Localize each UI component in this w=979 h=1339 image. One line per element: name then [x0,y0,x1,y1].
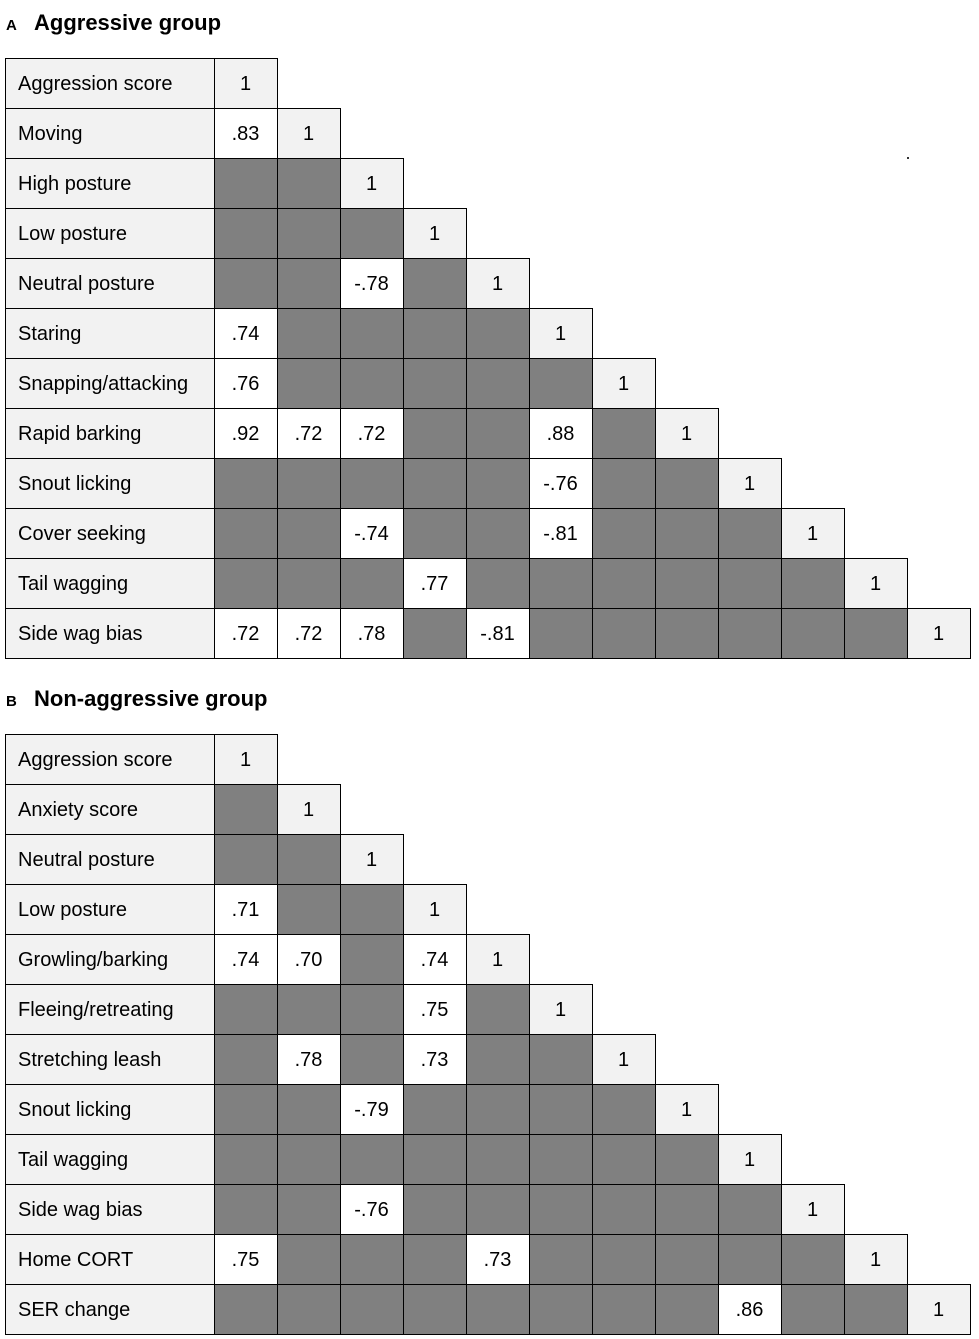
nonsignificant-cell-b-11-7 [656,1285,719,1335]
diagonal-value-a-4: 1 [491,273,504,295]
nonsignificant-cell-b-10-5 [530,1235,593,1285]
nonsignificant-cell-a-3-2 [341,209,404,259]
nonsignificant-cell-a-10-5 [530,559,593,609]
nonsignificant-cell-b-11-3 [404,1285,467,1335]
nonsignificant-cell-a-5-2 [341,309,404,359]
nonsignificant-cell-b-4-2 [341,935,404,985]
nonsignificant-cell-b-11-9 [782,1285,845,1335]
nonsignificant-cell-b-8-6 [593,1135,656,1185]
nonsignificant-cell-a-6-2 [341,359,404,409]
correlation-value-a-11-0: .72 [231,623,260,645]
nonsignificant-cell-a-10-0 [215,559,278,609]
correlation-value-a-11-4: -.81 [480,623,515,645]
nonsignificant-cell-b-7-1 [278,1085,341,1135]
correlation-value-a-11-1: .72 [294,623,323,645]
nonsignificant-cell-b-7-0 [215,1085,278,1135]
row-label-a-7: Rapid barking [18,423,142,445]
diagonal-value-a-9: 1 [806,523,819,545]
nonsignificant-cell-b-5-2 [341,985,404,1035]
row-label-a-3: Low posture [18,223,127,245]
nonsignificant-cell-a-11-10 [845,609,908,659]
nonsignificant-cell-a-3-1 [278,209,341,259]
correlation-value-a-11-2: .78 [357,623,386,645]
nonsignificant-cell-b-5-0 [215,985,278,1035]
nonsignificant-cell-b-6-5 [530,1035,593,1085]
nonsignificant-cell-a-7-6 [593,409,656,459]
nonsignificant-cell-a-7-3 [404,409,467,459]
nonsignificant-cell-b-10-6 [593,1235,656,1285]
correlation-value-a-4-2: -.78 [354,273,389,295]
nonsignificant-cell-b-9-5 [530,1185,593,1235]
row-label-a-4: Neutral posture [18,273,155,295]
nonsignificant-cell-a-10-2 [341,559,404,609]
row-label-a-1: Moving [18,123,83,145]
nonsignificant-cell-b-7-4 [467,1085,530,1135]
panel-b-letter: B [6,693,17,710]
nonsignificant-cell-b-8-7 [656,1135,719,1185]
correlation-value-b-10-0: .75 [231,1249,260,1271]
nonsignificant-cell-b-11-0 [215,1285,278,1335]
correlation-value-a-9-2: -.74 [354,523,389,545]
row-label-a-6: Snapping/attacking [18,373,189,395]
nonsignificant-cell-b-11-5 [530,1285,593,1335]
nonsignificant-cell-a-8-1 [278,459,341,509]
nonsignificant-cell-a-9-6 [593,509,656,559]
nonsignificant-cell-b-8-5 [530,1135,593,1185]
nonsignificant-cell-a-5-4 [467,309,530,359]
nonsignificant-cell-b-9-4 [467,1185,530,1235]
row-label-b-0: Aggression score [18,749,173,771]
diagonal-value-a-7: 1 [680,423,693,445]
nonsignificant-cell-a-8-7 [656,459,719,509]
panel-a-letter: A [6,17,17,34]
nonsignificant-cell-b-8-1 [278,1135,341,1185]
row-label-a-0: Aggression score [18,73,173,95]
nonsignificant-cell-a-4-3 [404,259,467,309]
correlation-value-a-7-0: .92 [231,423,260,445]
nonsignificant-cell-b-6-2 [341,1035,404,1085]
row-label-a-2: High posture [18,173,132,195]
correlation-value-b-11-8: .86 [735,1299,764,1321]
nonsignificant-cell-b-6-4 [467,1035,530,1085]
nonsignificant-cell-b-10-2 [341,1235,404,1285]
nonsignificant-cell-b-7-6 [593,1085,656,1135]
correlation-value-a-6-0: .76 [231,373,260,395]
nonsignificant-cell-b-1-0 [215,785,278,835]
row-label-a-9: Cover seeking [18,523,146,545]
nonsignificant-cell-a-2-1 [278,159,341,209]
diagonal-value-b-8: 1 [743,1149,756,1171]
row-label-b-7: Snout licking [18,1099,132,1121]
nonsignificant-cell-b-2-0 [215,835,278,885]
correlation-value-a-7-2: .72 [357,423,386,445]
nonsignificant-cell-a-9-4 [467,509,530,559]
nonsignificant-cell-b-11-2 [341,1285,404,1335]
nonsignificant-cell-a-6-4 [467,359,530,409]
row-label-b-6: Stretching leash [18,1049,162,1071]
correlation-value-a-7-5: .88 [546,423,575,445]
stray-mark [907,157,909,159]
row-label-b-9: Side wag bias [18,1199,143,1221]
nonsignificant-cell-a-2-0 [215,159,278,209]
nonsignificant-cell-b-6-0 [215,1035,278,1085]
nonsignificant-cell-a-5-1 [278,309,341,359]
row-label-a-11: Side wag bias [18,623,143,645]
nonsignificant-cell-b-9-6 [593,1185,656,1235]
correlation-value-b-6-1: .78 [294,1049,323,1071]
nonsignificant-cell-a-6-1 [278,359,341,409]
row-label-b-11: SER change [18,1299,131,1321]
diagonal-value-b-7: 1 [680,1099,693,1121]
row-label-b-3: Low posture [18,899,127,921]
nonsignificant-cell-a-10-8 [719,559,782,609]
nonsignificant-cell-b-11-4 [467,1285,530,1335]
nonsignificant-cell-b-9-7 [656,1185,719,1235]
nonsignificant-cell-a-8-3 [404,459,467,509]
correlation-value-b-3-0: .71 [231,899,260,921]
nonsignificant-cell-b-10-1 [278,1235,341,1285]
diagonal-value-a-11: 1 [932,623,945,645]
diagonal-value-a-5: 1 [554,323,567,345]
nonsignificant-cell-b-8-4 [467,1135,530,1185]
row-label-b-2: Neutral posture [18,849,155,871]
correlation-value-a-7-1: .72 [294,423,323,445]
nonsignificant-cell-b-7-5 [530,1085,593,1135]
correlation-value-b-4-1: .70 [294,949,323,971]
nonsignificant-cell-b-10-7 [656,1235,719,1285]
nonsignificant-cell-a-11-8 [719,609,782,659]
nonsignificant-cell-b-11-1 [278,1285,341,1335]
row-label-b-10: Home CORT [18,1249,134,1271]
diagonal-value-b-5: 1 [554,999,567,1021]
nonsignificant-cell-a-11-3 [404,609,467,659]
diagonal-value-a-8: 1 [743,473,756,495]
diagonal-value-b-3: 1 [428,899,441,921]
nonsignificant-cell-a-10-6 [593,559,656,609]
nonsignificant-cell-a-9-0 [215,509,278,559]
nonsignificant-cell-a-11-7 [656,609,719,659]
correlation-value-b-9-2: -.76 [354,1199,389,1221]
panel-a-title [6,10,221,36]
panel-b-name: Non-aggressive group [34,686,268,711]
nonsignificant-cell-b-9-0 [215,1185,278,1235]
nonsignificant-cell-a-9-8 [719,509,782,559]
nonsignificant-cell-a-8-2 [341,459,404,509]
diagonal-value-b-10: 1 [869,1249,882,1271]
row-label-a-8: Snout licking [18,473,132,495]
nonsignificant-cell-a-8-0 [215,459,278,509]
nonsignificant-cell-b-8-2 [341,1135,404,1185]
diagonal-value-a-3: 1 [428,223,441,245]
diagonal-value-a-6: 1 [617,373,630,395]
nonsignificant-cell-a-9-3 [404,509,467,559]
nonsignificant-cell-b-10-8 [719,1235,782,1285]
nonsignificant-cell-a-10-1 [278,559,341,609]
nonsignificant-cell-b-11-10 [845,1285,908,1335]
diagonal-value-a-0: 1 [239,73,252,95]
correlation-value-b-4-0: .74 [231,949,260,971]
correlation-value-b-5-3: .75 [420,999,449,1021]
nonsignificant-cell-a-5-3 [404,309,467,359]
diagonal-value-a-10: 1 [869,573,882,595]
nonsignificant-cell-b-11-6 [593,1285,656,1335]
nonsignificant-cell-a-10-9 [782,559,845,609]
nonsignificant-cell-a-9-7 [656,509,719,559]
nonsignificant-cell-b-10-3 [404,1235,467,1285]
nonsignificant-cell-b-8-3 [404,1135,467,1185]
nonsignificant-cell-b-10-9 [782,1235,845,1285]
correlation-matrix-non-aggressive [0,734,979,1336]
nonsignificant-cell-a-4-1 [278,259,341,309]
nonsignificant-cell-a-11-5 [530,609,593,659]
correlation-value-b-4-3: .74 [420,949,449,971]
row-label-b-4: Growling/barking [18,949,169,971]
nonsignificant-cell-a-10-7 [656,559,719,609]
correlation-matrix-aggressive [0,58,979,660]
nonsignificant-cell-a-9-1 [278,509,341,559]
row-label-b-8: Tail wagging [18,1149,129,1171]
nonsignificant-cell-a-6-5 [530,359,593,409]
correlation-value-b-7-2: -.79 [354,1099,389,1121]
nonsignificant-cell-b-3-1 [278,885,341,935]
panel-b-title [6,686,267,712]
row-label-a-5: Staring [18,323,82,345]
nonsignificant-cell-b-3-2 [341,885,404,935]
nonsignificant-cell-b-9-8 [719,1185,782,1235]
nonsignificant-cell-b-2-1 [278,835,341,885]
correlation-value-b-10-4: .73 [483,1249,512,1271]
nonsignificant-cell-a-6-3 [404,359,467,409]
nonsignificant-cell-a-11-9 [782,609,845,659]
diagonal-value-a-1: 1 [302,123,315,145]
correlation-value-a-5-0: .74 [231,323,260,345]
correlation-value-a-8-5: -.76 [543,473,578,495]
diagonal-value-b-9: 1 [806,1199,819,1221]
diagonal-value-b-1: 1 [302,799,315,821]
nonsignificant-cell-a-3-0 [215,209,278,259]
nonsignificant-cell-a-11-6 [593,609,656,659]
correlation-value-b-6-3: .73 [420,1049,449,1071]
diagonal-value-b-2: 1 [365,849,378,871]
nonsignificant-cell-b-8-0 [215,1135,278,1185]
diagonal-value-a-2: 1 [365,173,378,195]
correlation-value-a-9-5: -.81 [543,523,578,545]
correlation-value-a-10-3: .77 [420,573,449,595]
nonsignificant-cell-a-10-4 [467,559,530,609]
nonsignificant-cell-b-5-4 [467,985,530,1035]
nonsignificant-cell-b-9-1 [278,1185,341,1235]
diagonal-value-b-11: 1 [932,1299,945,1321]
nonsignificant-cell-b-7-3 [404,1085,467,1135]
panel-a-name: Aggressive group [34,10,222,35]
nonsignificant-cell-b-5-1 [278,985,341,1035]
nonsignificant-cell-a-8-6 [593,459,656,509]
diagonal-value-b-4: 1 [491,949,504,971]
nonsignificant-cell-b-9-3 [404,1185,467,1235]
nonsignificant-cell-a-4-0 [215,259,278,309]
diagonal-value-b-6: 1 [617,1049,630,1071]
nonsignificant-cell-a-7-4 [467,409,530,459]
row-label-b-1: Anxiety score [18,799,139,821]
nonsignificant-cell-a-8-4 [467,459,530,509]
row-label-b-5: Fleeing/retreating [18,999,174,1021]
row-label-a-10: Tail wagging [18,573,129,595]
diagonal-value-b-0: 1 [239,749,252,771]
correlation-value-a-1-0: .83 [231,123,260,145]
